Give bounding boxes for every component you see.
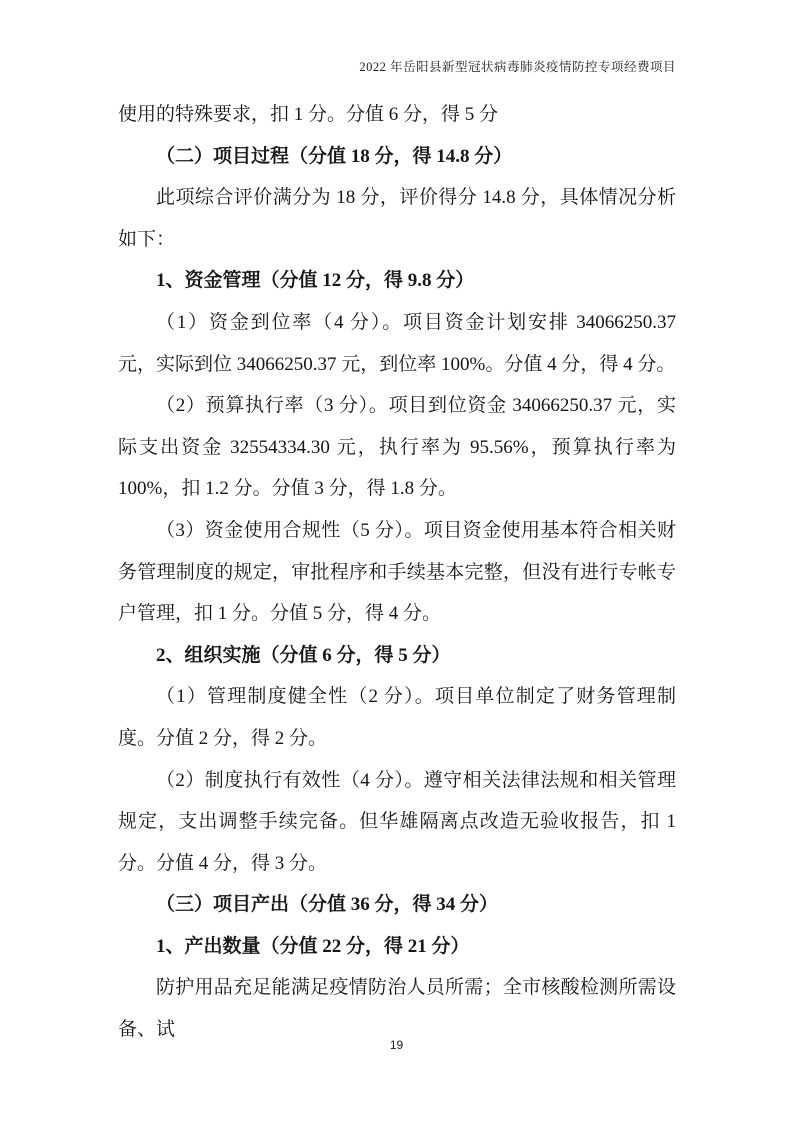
subsection-heading-output-quantity: 1、产出数量（分值 22 分，得 21 分） [156,935,470,957]
page-number: 19 [389,1038,404,1052]
document-body [118,94,676,1051]
body-paragraph: （3）资金使用合规性（5 分）。项目资金使用基本符合相关财务管理制度的规定，审批程序和手续基本完整，但没有进行专帐专户管理，扣 1 分。分值 5 分，得 4 分。 [118,519,676,625]
section-heading-project-process: （二）项目过程（分值 18 分，得 14.8 分） [156,145,513,167]
subsection-heading-fund-management: 1、资金管理（分值 12 分，得 9.8 分） [156,270,475,292]
body-paragraph-continuation: 使用的特殊要求，扣 1 分。分值 6 分，得 5 分 [118,104,499,125]
body-paragraph: 防护用品充足能满足疫情防治人员所需；全市核酸检测所需设备、试 [118,977,676,1041]
subsection-heading-organization: 2、组织实施（分值 6 分，得 5 分） [156,644,451,666]
body-paragraph: （2）制度执行有效性（4 分）。遵守相关法律法规和相关管理规定，支出调整手续完备。但华雄隔离点改造无验收报告，扣 1 分。分值 4 分，得 3 分。 [118,769,676,874]
body-paragraph: （1）资金到位率（4 分）。项目资金计划安排 34066250.37 元，实际到位 34066250.37 元，到位率 100%。分值 4 分，得 4 分。 [118,311,676,375]
section-heading-project-output: （三）项目产出（分值 36 分，得 34 分） [156,894,499,916]
body-paragraph: （1）管理制度健全性（2 分）。项目单位制定了财务管理制度。分值 2 分，得 2 分。 [118,686,676,749]
body-paragraph: 此项综合评价满分为 18 分，评价得分 14.8 分，具体情况分析如下： [118,187,676,250]
body-paragraph: （2）预算执行率（3 分）。项目到位资金 34066250.37 元，实际支出资金 32554334.30 元，执行率为 95.56%，预算执行率为 100%，扣 1.2 分。分值 3 分，得 1.8 分。 [118,395,676,500]
page-header-title: 2022 年岳阳县新型冠状病毒肺炎疫情防控专项经费项目 [359,60,676,74]
